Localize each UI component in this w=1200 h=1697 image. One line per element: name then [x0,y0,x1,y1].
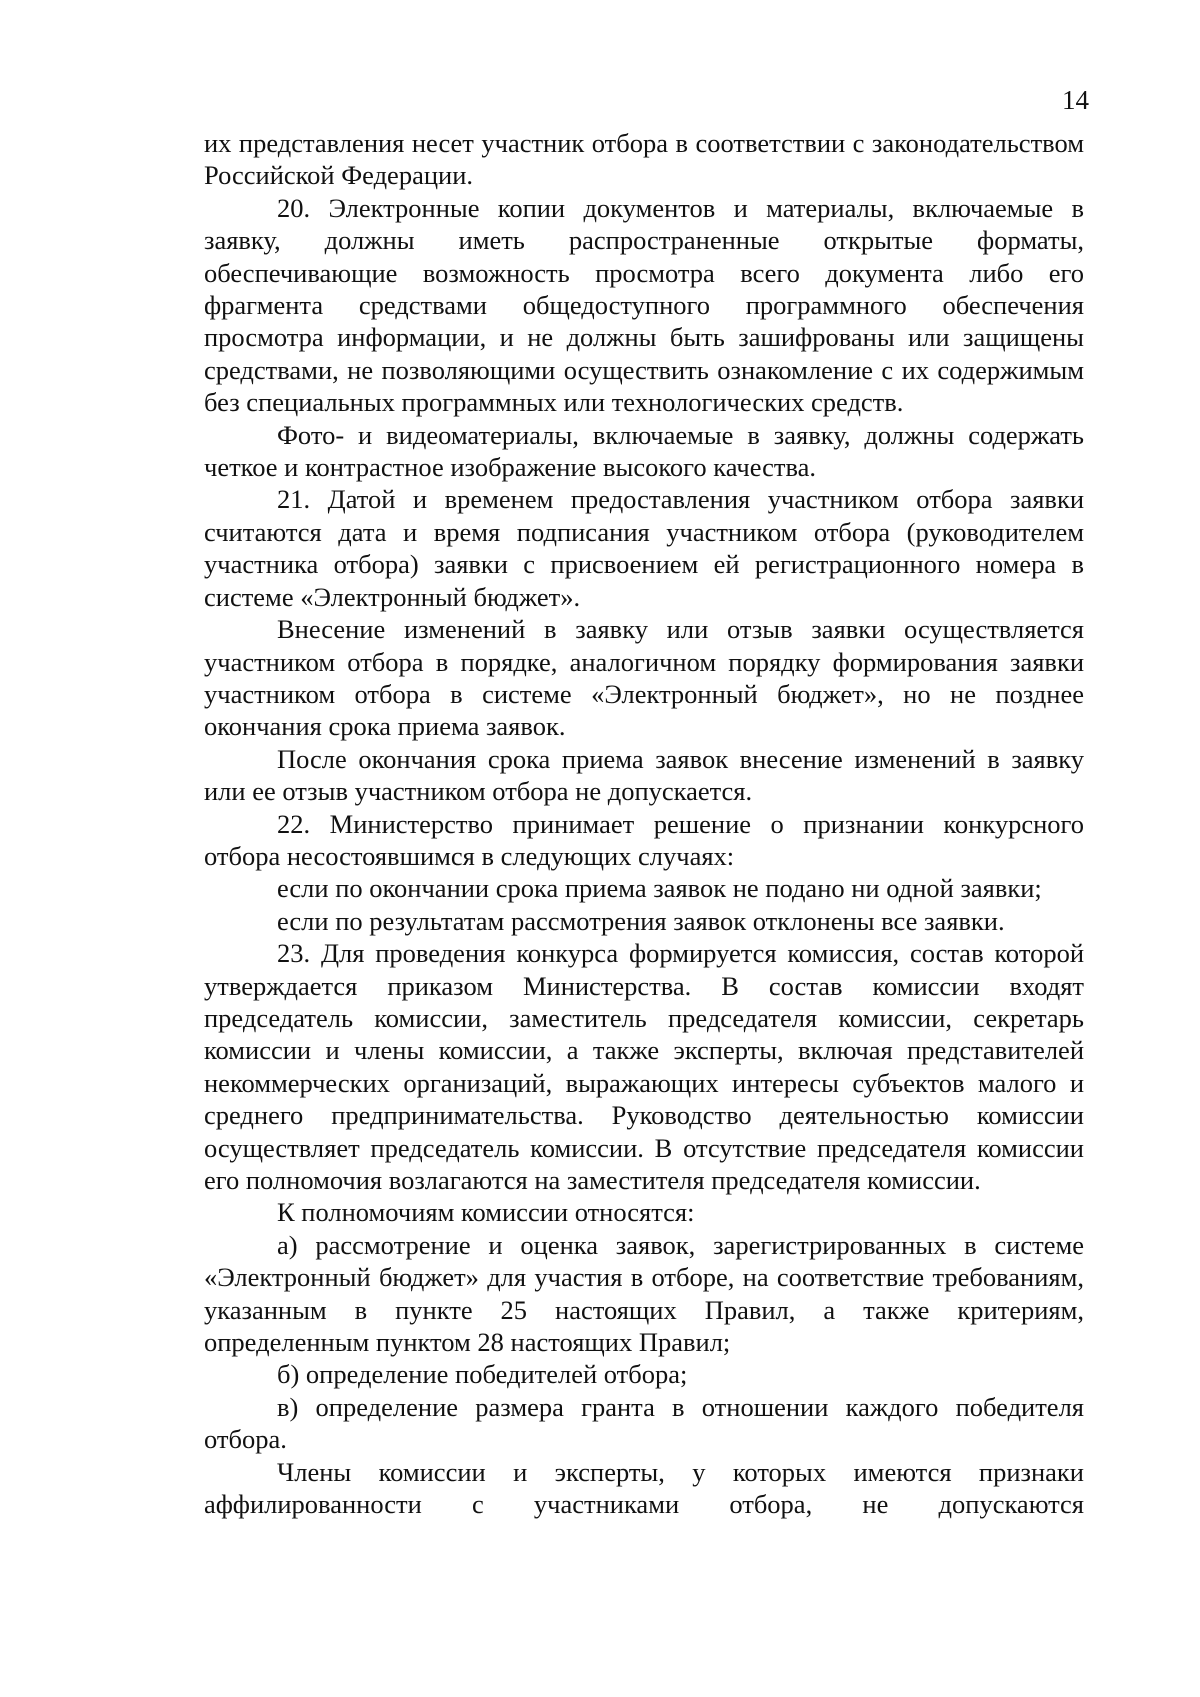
paragraph: их представления несет участник отбора в соответствии с законодательством Российской Федерации. [204,128,1084,191]
paragraph: После окончания срока приема заявок внесение изменений в заявку или ее отзыв участником отбора не допускается. [204,743,1084,807]
list-item: если по результатам рассмотрения заявок отклонены все заявки. [277,905,1005,936]
paragraph: Внесение изменений в заявку или отзыв заявки осуществляется участником отбора в порядке, аналогичном порядку формирования заявки участником отбора в системе «Электронный бюджет», но не позднее окончания срока приема заявок. [204,614,1084,742]
list-item: если по окончании срока приема заявок не подано ни одной заявки; [277,873,1042,904]
paragraph: 20. Электронные копии документов и материалы, включаемые в заявку, должны иметь распространенные открытые форматы, обеспечивающие возможность просмотра всего документа либо его фрагмента средствами общедоступного программного обеспечения просмотра информации, и не должны быть зашифрованы или защищены средствами, не позволяющими осуществить ознакомление с их содержимым без специальных программных или технологических средств. [204,192,1084,418]
list-item: а) рассмотрение и оценка заявок, зарегистрированных в системе «Электронный бюджет» для участия в отборе, на соответствие требованиям, указанным в пункте 25 настоящих Правил, а также критериям, определенным пунктом 28 настоящих Правил; [204,1229,1084,1358]
list-item: б) определение победителей отбора; [277,1359,688,1390]
page-number: 14 [1062,85,1089,115]
paragraph: 23. Для проведения конкурса формируется комиссия, состав которой утверждается приказом Министерства. В состав комиссии входят председатель комиссии, заместитель председателя комиссии, секретарь комиссии и члены комиссии, а также эксперты, включая представителей некоммерческих организаций, выражающих интересы субъектов малого и среднего предпринимательства. Руководство деятельностью комиссии осуществляет председатель комиссии. В отсутствие председателя комиссии его полномочия возлагаются на заместителя председателя комиссии. [204,938,1084,1195]
paragraph: Фото- и видеоматериалы, включаемые в заявку, должны содержать четкое и контрастное изображение высокого качества. [204,419,1084,483]
document-body [204,127,1084,1520]
paragraph: 21. Датой и временем предоставления участником отбора заявки считаются дата и время подписания участником отбора (руководителем участника отбора) заявки с присвоением ей регистрационного номера в системе «Электронный бюджет». [204,484,1084,612]
list-item: в) определение размера гранта в отношении каждого победителя отбора. [204,1391,1084,1455]
paragraph: 22. Министерство принимает решение о признании конкурсного отбора несостоявшимся в следующих случаях: [204,808,1084,871]
paragraph: К полномочиям комиссии относятся: [277,1197,695,1228]
paragraph: Члены комиссии и эксперты, у которых имеются признаки аффилированности с участниками отбора, не допускаются [204,1456,1084,1520]
